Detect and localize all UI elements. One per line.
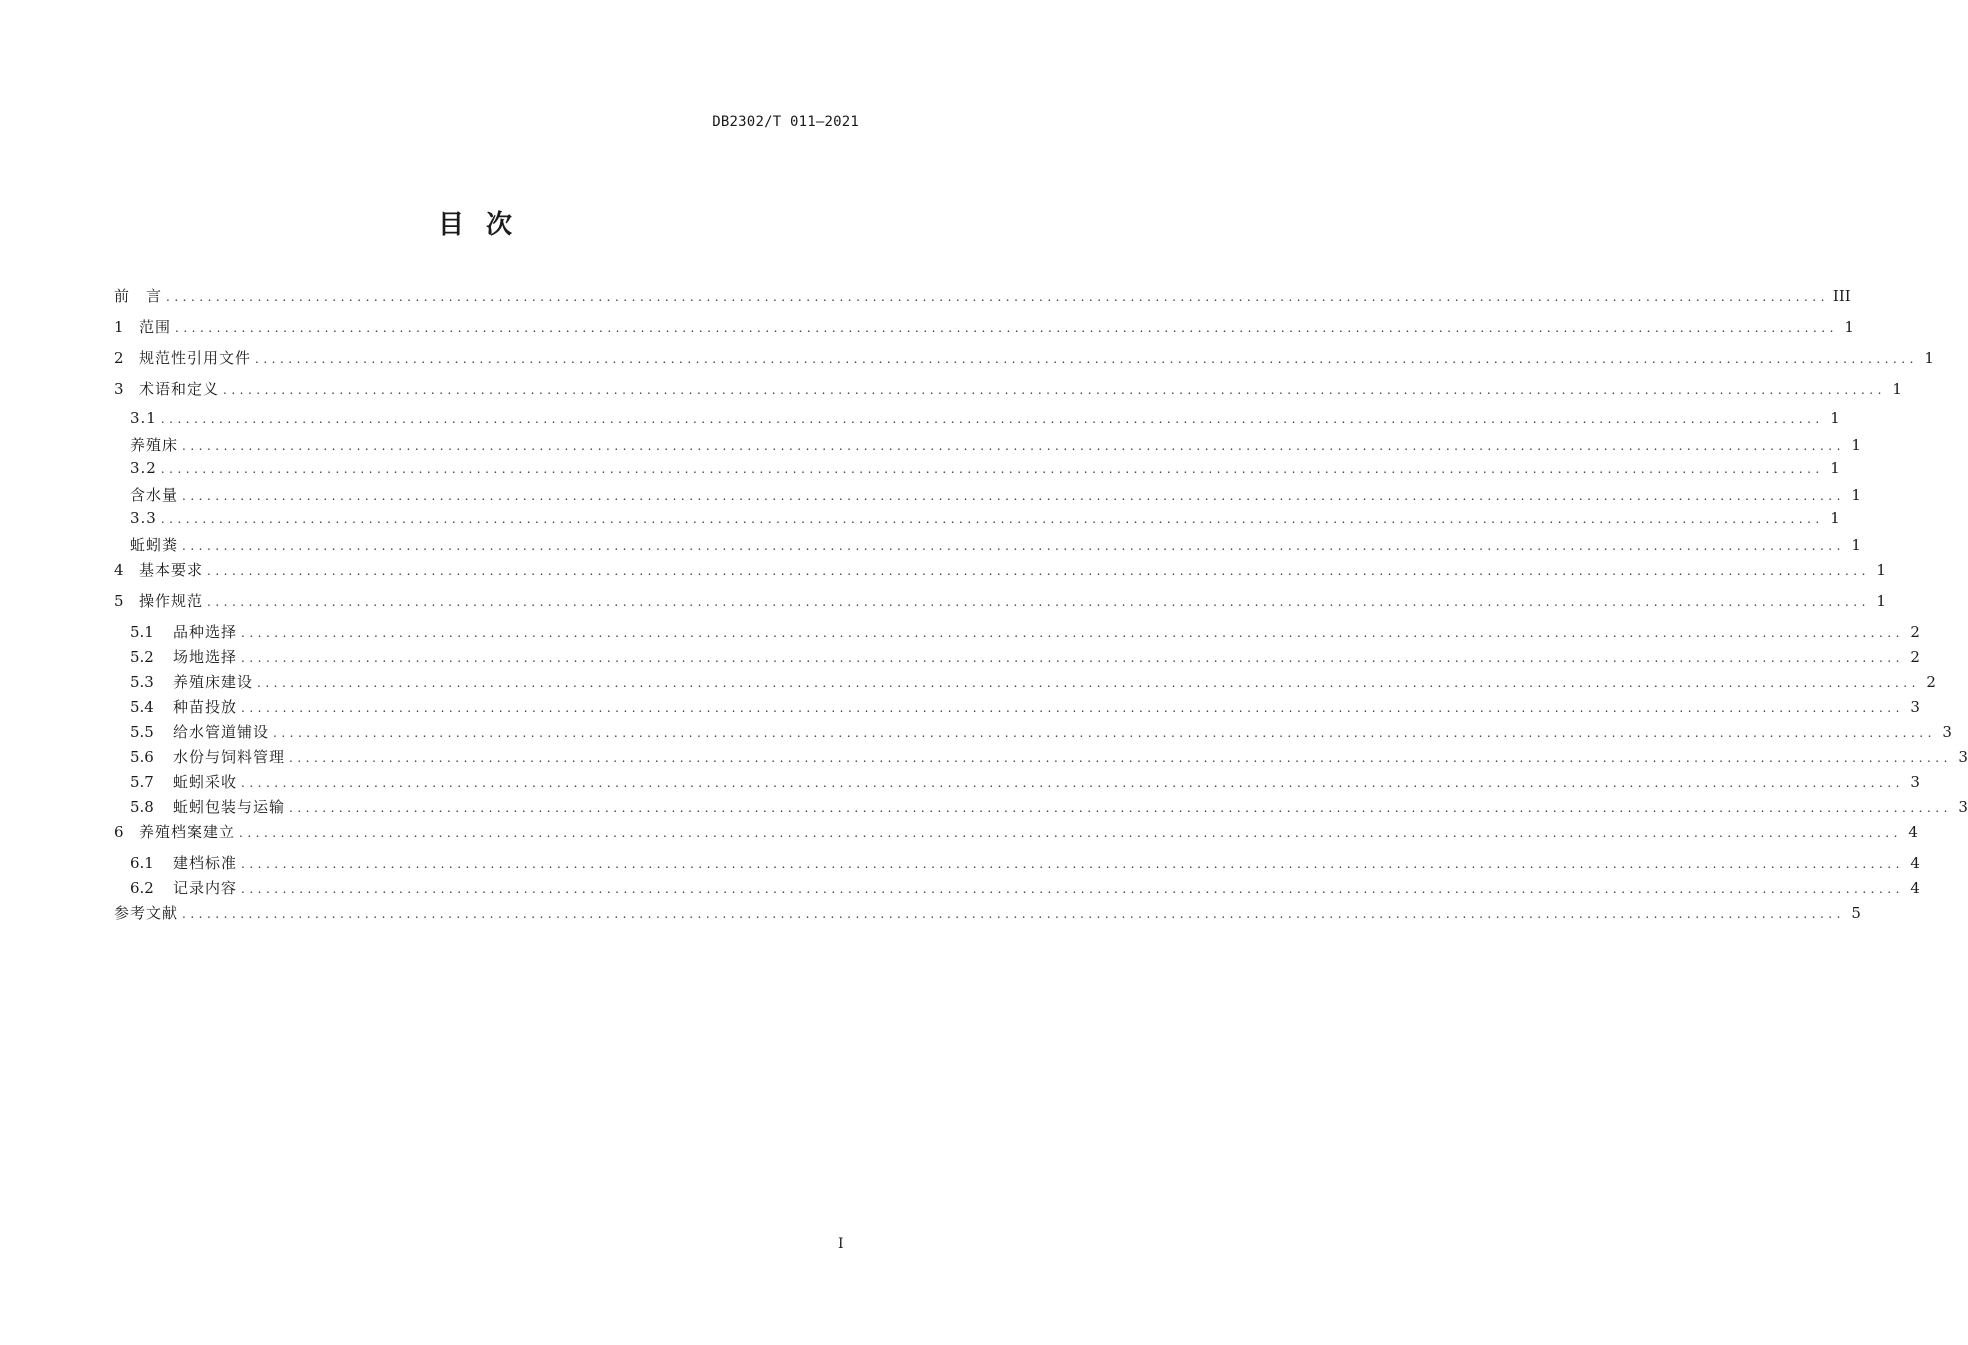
toc-entry[interactable] (114, 509, 1840, 534)
toc-entry[interactable] (114, 746, 1968, 771)
toc-entry[interactable] (114, 590, 1886, 621)
toc-entry-page: 3 (1910, 773, 1920, 791)
toc-entry-page: 1 (1876, 592, 1886, 610)
toc-entry[interactable] (114, 621, 1920, 646)
toc-entry-number: 5.8 (130, 798, 154, 816)
toc-entry-page: 3 (1958, 798, 1968, 816)
toc-entry[interactable] (114, 821, 1918, 852)
toc-leader-dots: ........................................................................................................................................................................................................ (257, 676, 1920, 690)
toc-entry-number: 5.3 (130, 673, 154, 691)
toc-leader-dots: ........................................................................................................................................................................................................ (289, 801, 1952, 815)
toc-entry[interactable] (114, 771, 1920, 796)
toc-entry[interactable] (114, 378, 1902, 409)
toc-entry-page: 1 (1851, 536, 1861, 554)
toc-leader-dots: ........................................................................................................................................................................................................ (182, 439, 1845, 453)
toc-entry-label: 蚯蚓粪 (130, 536, 179, 554)
toc-entry-page: III (1832, 287, 1851, 305)
toc-leader-dots: ........................................................................................................................................................................................................ (241, 857, 1904, 871)
toc-leader-dots: ........................................................................................................................................................................................................ (241, 701, 1904, 715)
toc-entry-number: 1 (114, 318, 124, 336)
toc-entry-label: 3.3 (130, 509, 157, 527)
document-code: DB2302/T 011—2021 (712, 114, 859, 130)
toc-entry-label: 术语和定义 (139, 380, 220, 398)
toc-entry-number: 6 (114, 823, 124, 841)
toc-entry-page: 1 (1876, 561, 1886, 579)
toc-entry-page: 1 (1924, 349, 1934, 367)
toc-leader-dots: ........................................................................................................................................................................................................ (207, 595, 1870, 609)
toc-entry-label: 给水管道铺设 (173, 723, 270, 741)
toc-entry-page: 5 (1851, 904, 1861, 922)
toc-entry[interactable] (114, 285, 1851, 316)
toc-entry-label: 3.1 (130, 409, 157, 427)
toc-entry-page: 2 (1926, 673, 1936, 691)
toc-entry-label: 前 言 (114, 287, 163, 305)
toc-leader-dots: ........................................................................................................................................................................................................ (182, 539, 1845, 553)
toc-leader-dots: ........................................................................................................................................................................................................ (207, 564, 1870, 578)
toc-entry-number: 3 (114, 380, 124, 398)
toc-entry-label: 蚯蚓包装与运输 (173, 798, 286, 816)
toc-entry[interactable] (114, 796, 1968, 821)
toc-entry-page: 3 (1910, 698, 1920, 716)
toc-entry-page: 1 (1892, 380, 1902, 398)
toc-entry-page: 1 (1851, 436, 1861, 454)
toc-entry[interactable] (114, 534, 1861, 559)
toc-entry-page: 1 (1844, 318, 1854, 336)
toc-entry[interactable] (114, 434, 1861, 459)
toc-entry[interactable] (114, 459, 1840, 484)
toc-entry-label: 操作规范 (139, 592, 204, 610)
toc-entry-number: 5.5 (130, 723, 154, 741)
toc-entry-label: 养殖档案建立 (139, 823, 236, 841)
toc-leader-dots: ........................................................................................................................................................................................................ (223, 383, 1886, 397)
page-number: I (838, 1236, 844, 1252)
toc-entry-label: 养殖床建设 (173, 673, 254, 691)
toc-leader-dots: ........................................................................................................................................................................................................ (273, 726, 1936, 740)
toc-leader-dots: ........................................................................................................................................................................................................ (160, 512, 1824, 526)
toc-entry-label: 参考文献 (114, 904, 179, 922)
toc-entry-page: 3 (1958, 748, 1968, 766)
toc-entry-label: 3.2 (130, 459, 157, 477)
toc-entry-number: 5.6 (130, 748, 154, 766)
table-of-contents (114, 285, 1968, 933)
toc-leader-dots: ........................................................................................................................................................................................................ (241, 882, 1904, 896)
toc-entry-page: 1 (1830, 409, 1840, 427)
toc-leader-dots: ........................................................................................................................................................................................................ (289, 751, 1952, 765)
toc-entry[interactable] (114, 646, 1920, 671)
toc-leader-dots: ........................................................................................................................................................................................................ (182, 907, 1845, 921)
toc-leader-dots: ........................................................................................................................................................................................................ (175, 321, 1838, 335)
toc-entry-label: 建档标准 (173, 854, 238, 872)
toc-entry-label: 规范性引用文件 (139, 349, 252, 367)
toc-entry-label: 基本要求 (139, 561, 204, 579)
toc-entry-number: 5.1 (130, 623, 154, 641)
toc-leader-dots: ........................................................................................................................................................................................................ (182, 489, 1845, 503)
toc-entry-number: 2 (114, 349, 124, 367)
toc-entry-label: 种苗投放 (173, 698, 238, 716)
toc-leader-dots: ........................................................................................................................................................................................................ (160, 412, 1824, 426)
toc-entry-page: 1 (1830, 459, 1840, 477)
toc-entry[interactable] (114, 409, 1840, 434)
toc-entry-label: 蚯蚓采收 (173, 773, 238, 791)
toc-entry-page: 1 (1830, 509, 1840, 527)
toc-entry-number: 6.2 (130, 879, 154, 897)
toc-entry[interactable] (114, 484, 1861, 509)
toc-entry-page: 4 (1910, 854, 1920, 872)
toc-entry[interactable] (114, 877, 1920, 902)
toc-leader-dots: ........................................................................................................................................................................................................ (166, 290, 1829, 304)
toc-entry-number: 5.2 (130, 648, 154, 666)
toc-entry-label: 含水量 (130, 486, 179, 504)
page-title: 目次 (437, 210, 534, 240)
toc-entry[interactable] (114, 316, 1854, 347)
toc-entry-page: 2 (1910, 623, 1920, 641)
toc-entry-label: 品种选择 (173, 623, 238, 641)
toc-entry-label: 场地选择 (173, 648, 238, 666)
toc-entry[interactable] (114, 721, 1952, 746)
toc-entry[interactable] (114, 902, 1861, 933)
toc-entry-label: 范围 (139, 318, 172, 336)
toc-entry-number: 6.1 (130, 854, 154, 872)
toc-entry-label: 水份与饲料管理 (173, 748, 286, 766)
toc-entry-page: 4 (1910, 879, 1920, 897)
toc-entry-label: 养殖床 (130, 436, 179, 454)
toc-leader-dots: ........................................................................................................................................................................................................ (255, 352, 1918, 366)
toc-leader-dots: ........................................................................................................................................................................................................ (239, 826, 1902, 840)
toc-entry-number: 5 (114, 592, 124, 610)
toc-entry-number: 4 (114, 561, 124, 579)
toc-leader-dots: ........................................................................................................................................................................................................ (241, 776, 1904, 790)
toc-entry-page: 1 (1851, 486, 1861, 504)
toc-entry-number: 5.4 (130, 698, 154, 716)
toc-leader-dots: ........................................................................................................................................................................................................ (241, 626, 1904, 640)
toc-entry[interactable] (114, 852, 1920, 877)
toc-entry-page: 2 (1910, 648, 1920, 666)
toc-leader-dots: ........................................................................................................................................................................................................ (160, 462, 1824, 476)
toc-entry-label: 记录内容 (173, 879, 238, 897)
toc-entry-page: 4 (1908, 823, 1918, 841)
toc-entry[interactable] (114, 696, 1920, 721)
toc-entry[interactable] (114, 347, 1934, 378)
toc-entry-page: 3 (1942, 723, 1952, 741)
toc-entry-number: 5.7 (130, 773, 154, 791)
toc-entry[interactable] (114, 559, 1886, 590)
toc-entry[interactable] (114, 671, 1936, 696)
toc-leader-dots: ........................................................................................................................................................................................................ (241, 651, 1904, 665)
